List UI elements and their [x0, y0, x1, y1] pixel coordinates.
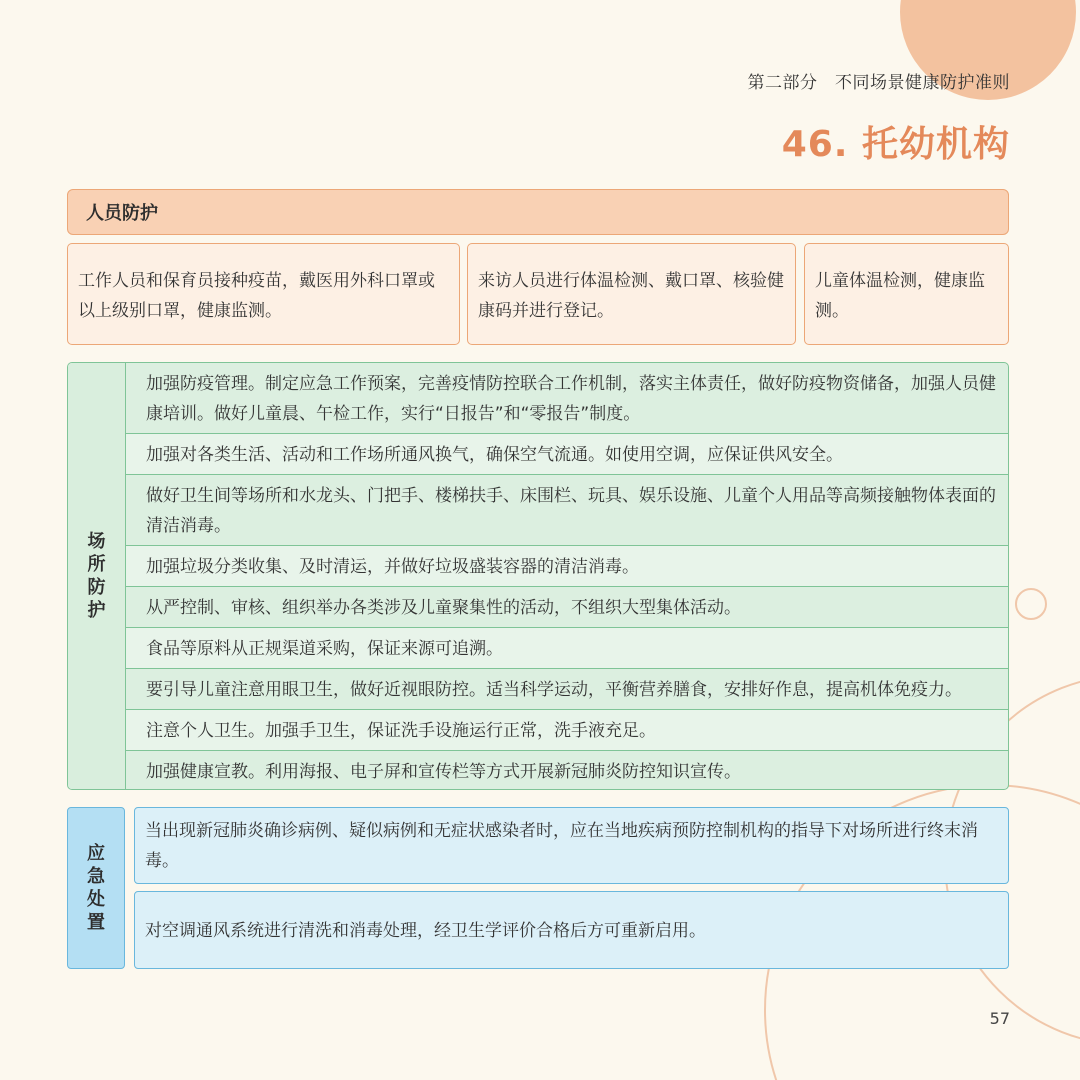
page-title: 46. 托幼机构 — [781, 124, 1010, 165]
personnel-card-children: 儿童体温检测，健康监测。 — [804, 243, 1009, 345]
venue-row: 食品等原料从正规渠道采购，保证来源可追溯。 — [126, 628, 1008, 669]
venue-protection-side — [68, 363, 126, 789]
personnel-protection-heading: 人员防护 — [67, 189, 1009, 235]
emergency-row: 当出现新冠肺炎确诊病例、疑似病例和无症状感染者时，应在当地疾病预防控制机构的指导下对场所进行终末消毒。 — [134, 807, 1009, 884]
page-number: 57 — [989, 1009, 1010, 1028]
section-label: 第二部分 不同场景健康防护准则 — [747, 73, 1010, 93]
venue-row: 要引导儿童注意用眼卫生，做好近视眼防控。适当科学运动，平衡营养膳食，安排好作息，提高机体免疫力。 — [126, 669, 1008, 710]
emergency-row: 对空调通风系统进行清洗和消毒处理，经卫生学评价合格后方可重新启用。 — [134, 891, 1009, 969]
emergency-side — [67, 807, 125, 969]
venue-row: 加强垃圾分类收集、及时清运，并做好垃圾盛装容器的清洁消毒。 — [126, 546, 1008, 587]
personnel-card-visitors: 来访人员进行体温检测、戴口罩、核验健康码并进行登记。 — [467, 243, 796, 345]
venue-row: 从严控制、审核、组织举办各类涉及儿童聚集性的活动，不组织大型集体活动。 — [126, 587, 1008, 628]
venue-row: 注意个人卫生。加强手卫生，保证洗手设施运行正常，洗手液充足。 — [126, 710, 1008, 751]
venue-row: 加强对各类生活、活动和工作场所通风换气，确保空气流通。如使用空调，应保证供风安全。 — [126, 434, 1008, 475]
venue-protection-table — [67, 362, 1009, 790]
venue-row: 加强健康宣教。利用海报、电子屏和宣传栏等方式开展新冠肺炎防控知识宣传。 — [146, 762, 741, 782]
venue-protection-rows — [126, 363, 1008, 789]
venue-row: 加强防疫管理。制定应急工作预案，完善疫情防控联合工作机制，落实主体责任，做好防疫物资储备，加强人员健康培训。做好儿童晨、午检工作，实行“日报告”和“零报告”制度。 — [126, 363, 1008, 434]
emergency-heading: 应急处置 — [87, 843, 105, 933]
personnel-card-staff: 工作人员和保育员接种疫苗，戴医用外科口罩或以上级别口罩，健康监测。 — [67, 243, 460, 345]
venue-row: 做好卫生间等场所和水龙头、门把手、楼梯扶手、床围栏、玩具、娱乐设施、儿童个人用品等高频接触物体表面的清洁消毒。 — [126, 475, 1008, 546]
venue-protection-heading: 场所防护 — [87, 531, 106, 621]
